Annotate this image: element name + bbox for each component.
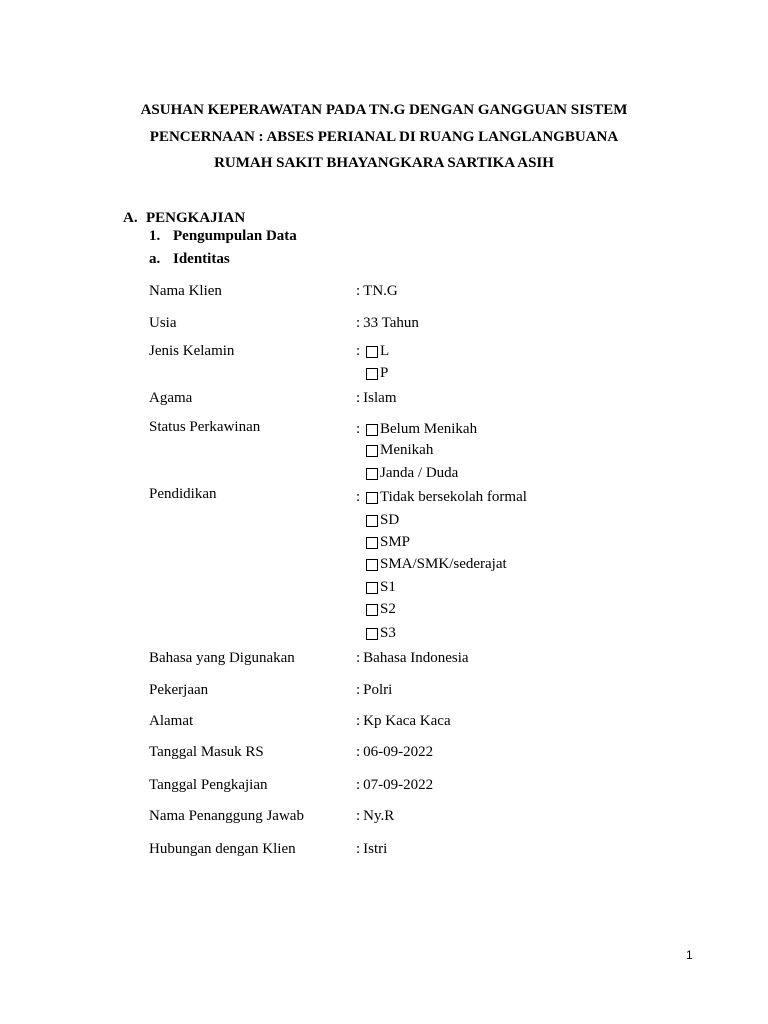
subsection-heading: Pengumpulan Data [173, 228, 297, 244]
section-heading: PENGKAJIAN [146, 210, 246, 226]
nama-klien-value: : TN.G [356, 283, 398, 299]
checkbox-icon [366, 559, 378, 571]
status-perkawinan-colon: : [356, 421, 361, 437]
status-option-menikah: Menikah [366, 442, 433, 459]
pendidikan-option-s1: S1 [366, 579, 396, 596]
subsubsection-heading: Identitas [173, 251, 230, 267]
pendidikan-option-s2: S2 [366, 601, 396, 618]
checkbox-icon [366, 582, 378, 594]
subsubsection-marker: a. [149, 251, 161, 267]
usia-label: Usia [149, 315, 177, 331]
jenis-kelamin-colon: : [356, 343, 361, 359]
pendidikan-option-sma: SMA/SMK/sederajat [366, 556, 507, 573]
nama-klien-label: Nama Klien [149, 283, 222, 299]
pendidikan-colon: : [356, 489, 361, 505]
title-line-2: PENCERNAAN : ABSES PERIANAL DI RUANG LANGLANGBUANA [149, 129, 619, 145]
status-perkawinan-label: Status Perkawinan [149, 419, 261, 435]
agama-label: Agama [149, 390, 193, 406]
checkbox-icon [366, 537, 378, 549]
hubungan-value: : Istri [356, 841, 388, 857]
status-option-janda-duda: Janda / Duda [366, 465, 458, 482]
bahasa-value: : Bahasa Indonesia [356, 650, 469, 666]
penanggung-jawab-value: : Ny.R [356, 808, 395, 824]
checkbox-icon [366, 445, 378, 457]
checkbox-icon [366, 468, 378, 480]
jenis-kelamin-option-p: P [366, 365, 388, 382]
jenis-kelamin-label: Jenis Kelamin [149, 343, 235, 359]
penanggung-jawab-label: Nama Penanggung Jawab [149, 808, 304, 824]
bahasa-label: Bahasa yang Digunakan [149, 650, 295, 666]
page-number: 1 [686, 948, 693, 962]
checkbox-icon [366, 604, 378, 616]
status-option-belum-menikah: Belum Menikah [366, 421, 477, 438]
pendidikan-option-sd: SD [366, 512, 399, 529]
pekerjaan-label: Pekerjaan [149, 682, 209, 698]
checkbox-icon [366, 346, 378, 358]
tanggal-masuk-value: : 06-09-2022 [356, 744, 434, 760]
subsection-marker: 1. [149, 228, 161, 244]
pendidikan-option-smp: SMP [366, 534, 410, 551]
jenis-kelamin-option-l: L [366, 343, 389, 360]
section-marker: A. [123, 210, 138, 226]
pendidikan-option-s3: S3 [366, 625, 396, 642]
title-line-1: ASUHAN KEPERAWATAN PADA TN.G DENGAN GANGGUAN SISTEM [140, 102, 628, 118]
hubungan-label: Hubungan dengan Klien [149, 841, 296, 857]
pendidikan-option-tidak-bersekolah: Tidak bersekolah formal [366, 489, 527, 506]
title-line-3: RUMAH SAKIT BHAYANGKARA SARTIKA ASIH [214, 155, 554, 171]
alamat-value: : Kp Kaca Kaca [356, 713, 451, 729]
checkbox-icon [366, 628, 378, 640]
pendidikan-label: Pendidikan [149, 486, 217, 502]
checkbox-icon [366, 492, 378, 504]
tanggal-pengkajian-value: : 07-09-2022 [356, 777, 434, 793]
agama-value: : Islam [356, 390, 397, 406]
tanggal-masuk-label: Tanggal Masuk RS [149, 744, 264, 760]
pekerjaan-value: : Polri [356, 682, 393, 698]
usia-value: : 33 Tahun [356, 315, 419, 331]
tanggal-pengkajian-label: Tanggal Pengkajian [149, 777, 268, 793]
checkbox-icon [366, 515, 378, 527]
checkbox-icon [366, 424, 378, 436]
alamat-label: Alamat [149, 713, 194, 729]
checkbox-icon [366, 368, 378, 380]
